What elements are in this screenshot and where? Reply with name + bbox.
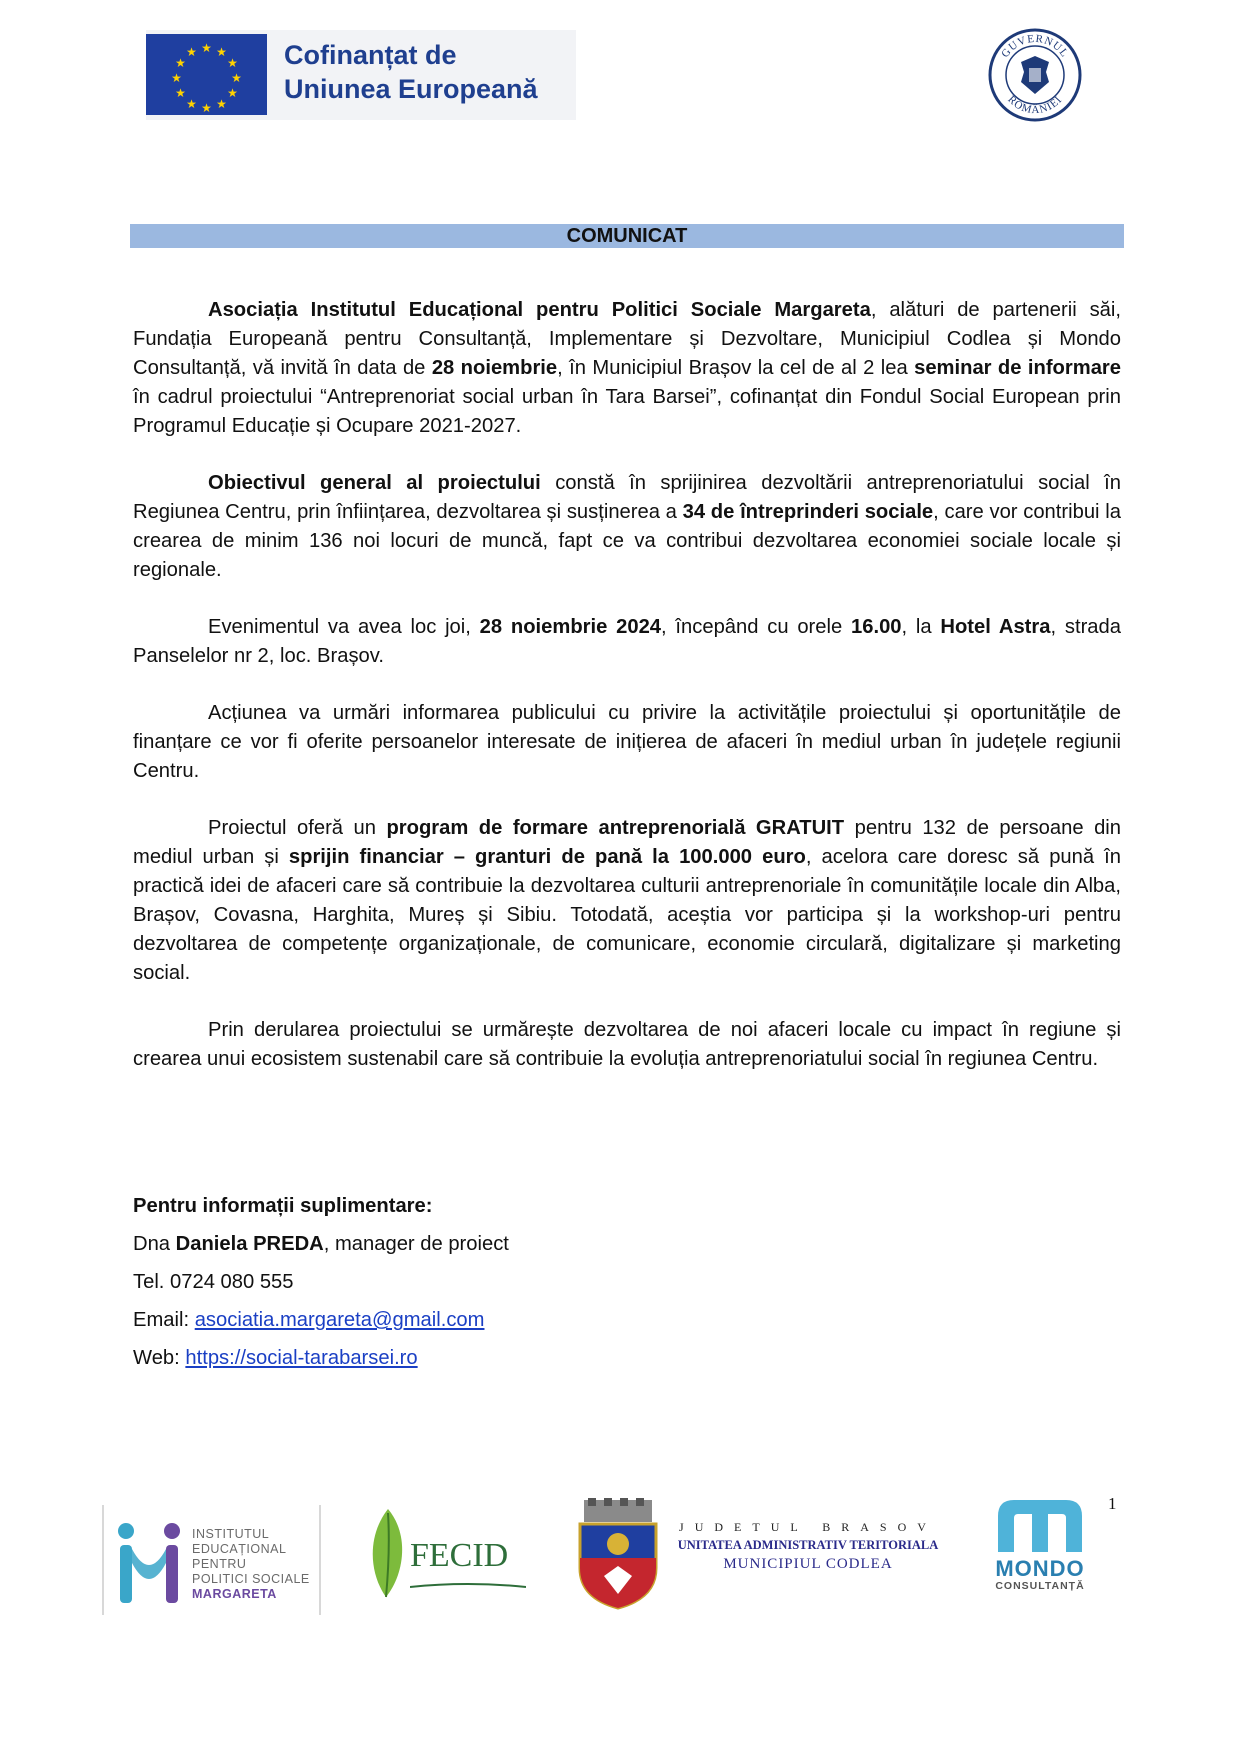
bold-text: 28 noiembrie 2024 [479,616,662,638]
page-number: 1 [1108,1494,1117,1513]
contact-name: Daniela PREDA [175,1233,324,1255]
paragraph-event [133,613,1121,671]
email-link[interactable]: asociatia.margareta@gmail.com [194,1309,485,1331]
codlea-coat-of-arms [574,1498,662,1610]
mondo-consultanta-logo [990,1494,1090,1604]
svg-text:★: ★ [227,56,238,70]
email-label: Email: [133,1309,195,1331]
text: , la [901,616,941,638]
name-prefix: Dna [133,1233,176,1255]
fecid-underline-icon [410,1581,526,1591]
seal-bottom-text: ROMÂNIEI [1005,93,1065,117]
svg-text:★: ★ [186,97,197,111]
paragraph-objective [133,469,1121,585]
seal-top-text: GUVERNUL [999,32,1071,60]
text: Prin derularea proiectului se urmărește dezvoltarea de noi afaceri locale cu impact în regiune și crearea unui ecosistem sustenabil care să contribuie la evoluția antreprenoriatului social în regiunea Centru. [133,1019,1121,1070]
paragraph-impact [133,1016,1121,1074]
press-release-body [133,296,1121,1102]
iesm-line: INSTITUTUL [192,1527,270,1541]
contact-heading [133,1187,833,1225]
codlea-text [668,1520,948,1573]
eu-logo-line2: Uniunea Europeană [284,74,538,104]
bold-text: seminar de informare [914,357,1121,379]
svg-text:★: ★ [175,86,186,100]
bold-text: 16.00 [851,616,902,638]
eu-logo-text [284,38,574,106]
contact-heading-text: Pentru informații suplimentare: [133,1195,433,1217]
iesm-name: MARGARETA [192,1587,277,1601]
leaf-icon [366,1505,410,1601]
mondo-name: MONDO [995,1556,1085,1581]
text: Proiectul oferă un [208,817,387,839]
text: , care vor contribui la crearea de minim 136 noi locuri de muncă, fapt ce va contribui dezvoltarea economiei sociale locale și regionale. [133,501,1121,581]
text: în cadrul proiectului “Antreprenoriat social urban în Tara Barsei”, cofinanțat din Fondul Social European prin Programul Educație și Ocupare 2021-2027. [133,386,1121,437]
romanian-government-seal [988,28,1082,122]
eu-flag-icon [146,34,267,115]
mondo-subtitle: CONSULTANȚĂ [995,1580,1085,1592]
contact-block [133,1187,833,1377]
svg-text:★: ★ [227,86,238,100]
text: Acțiunea va urmări informarea publicului cu privire la activitățile proiectului și oportunitățile de finanțare ce vor fi oferite persoanelor interesate de inițierea de afaceri în mediul urban în județele regiunii Centru. [133,702,1121,782]
bold-text: Obiectivul general al proiectului [208,472,541,494]
svg-text:★: ★ [201,41,212,55]
text: , alături de partenerii săi, Fundația Europeană pentru Consultanță, Implementare și Dezvoltare, Municipiul Codlea și Mondo Consultanță, vă invită în data de [133,299,1121,379]
bold-text: Hotel Astra [940,616,1051,638]
fecid-logo [366,1505,526,1605]
svg-text:★: ★ [216,45,227,59]
page-title: COMUNICAT [130,224,1124,248]
text: , strada Panselelor nr 2, loc. Brașov. [133,616,1121,667]
bold-text: 28 noiembrie [431,357,558,379]
mondo-mark-icon [994,1494,1086,1554]
contact-role: , manager de proiect [323,1233,509,1255]
bold-text: 34 de întreprinderi sociale [682,501,934,523]
svg-text:★: ★ [216,97,227,111]
contact-web [133,1339,833,1377]
contact-phone: Tel. 0724 080 555 [133,1271,294,1293]
codlea-county: JUDETUL BRASOV [679,1520,937,1534]
iesm-line: PENTRU [192,1557,247,1571]
text: constă în sprijinirea dezvoltării antreprenoriatului social în Regiunea Centru, prin înființarea, dezvoltarea și susținerea a [133,472,1121,523]
text: , începând cu orele [661,616,851,638]
bold-text: Asociația Institutul Educațional pentru Politici Sociale Margareta [208,299,871,321]
text: , în Municipiul Brașov la cel de al 2 lea [557,357,915,379]
codlea-municipality: MUNICIPIUL CODLEA [723,1556,893,1572]
svg-text:★: ★ [171,71,182,85]
web-label: Web: [133,1347,186,1369]
eu-logo-line1: Cofinanțat de [284,40,457,70]
text: , acelora care doresc să pună în practică idei de afaceri care să contribuie la dezvoltarea culturii antreprenoriale în comunitățile locale din Alba, Brașov, Covasna, Harghita, Mureș și Sibiu. Totodată, aceștia vor participa și la workshop-uri pentru dezvoltarea de competențe organizaționale, de comunicare, economie circulară, digitalizare și marketing social. [133,846,1122,984]
bold-text: program de formare antreprenorială GRATUIT [386,817,845,839]
iesm-line: EDUCAȚIONAL [192,1542,287,1556]
text: Evenimentul va avea loc joi, [208,616,480,638]
svg-text:★: ★ [186,45,197,59]
eu-cofinancing-logo [146,30,576,120]
contact-person [133,1225,833,1263]
text: pentru 132 de persoane din mediul urban și [133,817,1122,868]
paragraph-intro [133,296,1121,441]
iesm-mark-icon [112,1519,188,1605]
iesm-margareta-logo [102,1505,321,1615]
iesm-text [192,1527,310,1602]
web-link[interactable]: https://social-tarabarsei.ro [185,1347,418,1369]
iesm-line: POLITICI SOCIALE [192,1572,310,1586]
fecid-text: FECID [410,1537,509,1574]
paragraph-action [133,699,1121,786]
bold-text: sprijin financiar – granturi de pană la 100.000 euro [288,846,806,868]
svg-text:★: ★ [201,101,212,115]
paragraph-program [133,814,1121,988]
contact-email [133,1301,833,1339]
svg-text:★: ★ [231,71,242,85]
codlea-uat: UNITATEA ADMINISTRATIV TERITORIALA [677,1538,939,1552]
svg-text:★: ★ [175,56,186,70]
